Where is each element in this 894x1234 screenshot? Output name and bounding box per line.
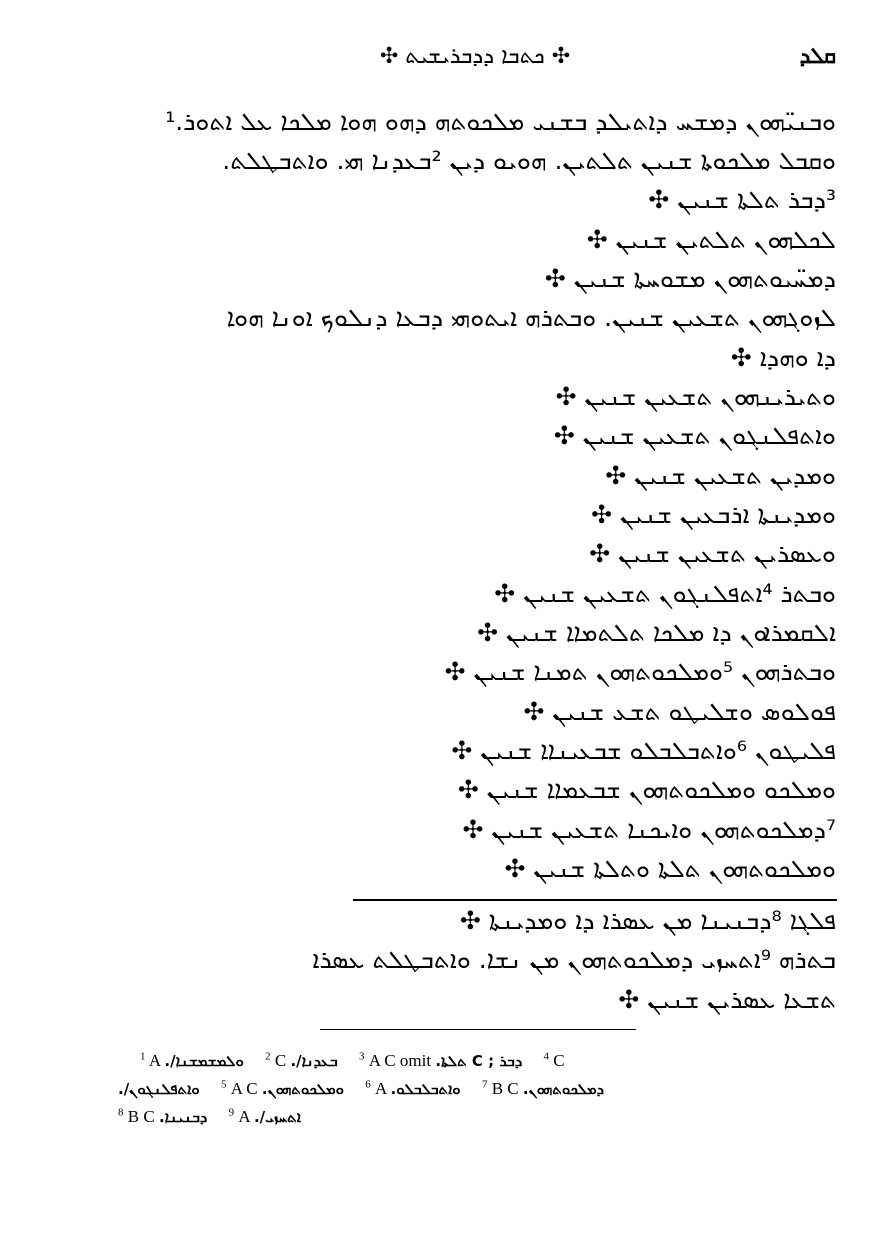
text-line: ܘܡܠܟܘ ܘܡܠܟܘܬܗܘܢ ܫܒܥܡܐܐ ܫܢܝܢ ✣	[457, 775, 836, 804]
page-number: ܩܠܕ	[799, 44, 836, 69]
text-line: ܦܠܓܐ ⁸ܕܒܢܝܢܐ ܡܢ ܥܣܪܐ ܕܐ ܘܡܕܝܢܬܐ ✣	[459, 906, 836, 935]
text-line: ܘܐܬܦܠܢܓܘܢ ܬܫܥܝܢ ܫܢܝܢ ✣	[553, 421, 836, 450]
text-line: ܘܒܬܪ ⁴ܐܬܦܠܢܓܘܢ ܬܫܥܝܢ ܫܢܝܢ ✣	[494, 579, 836, 608]
footnote-rule	[320, 1029, 636, 1030]
footnote-7: $^7$ B C ܕܡܠܟܘܬܗܘܢ.	[481, 1078, 605, 1098]
text-line: ܘܡܠܟܘܬܗܘܢ ܬܠܬܐ ܘܬܠܬܐ ܫܢܝܢ ✣	[504, 854, 836, 883]
text-line: ³ܕܒܪ ܬܠܬܐ ܫܢܝܢ ✣	[648, 185, 836, 214]
text-line: ܘܡܕܝܢܬܐ ܐܪܒܥܝܢ ܫܢܝܢ ✣	[591, 500, 836, 529]
text-line: ܐܠܩܡܪܐܘܢ ܕܐ ܡܠܟܐ ܬܠܬܡܐܐ ܫܢܝܢ ✣	[477, 618, 836, 647]
text-line: ܘܩܒܠ ܡܠܟܘܬܐ ܫܢܝܢ ܬܠܬܝܢ. ܗܘܝܘ ܕܝܢ ²ܒܥܕܢܐ ܗܝ. ܘܐܬܒܛܠܬ.	[222, 146, 836, 175]
footnote-2: $^2$ C ܒܥܕܢܐ/.	[265, 1050, 338, 1070]
text-line: ܘܡܕܝܢ ܬܫܥܝܢ ܫܢܝܢ ✣	[605, 461, 836, 490]
footnote-4: $^4$ C	[543, 1050, 565, 1070]
footnote-3: $^3$ A C omit ܕܒܪ ; C ܬܠܬܐ.	[358, 1050, 523, 1070]
text-line: ܬܫܥܐ ܥܣܪܝܢ ܫܢܝܢ ✣	[618, 985, 836, 1014]
text-line: ܠܟܠܗܘܢ ܬܠܬܝܢ ܫܢܝܢ ✣	[586, 225, 836, 254]
footnote-9: $^9$ A ܐܬܚܙܝ/.	[228, 1106, 301, 1126]
text-line: ܕܡܚ̈ܝܘܬܗܘܢ ܡܫܘܚܬܐ ܫܢܝܢ ✣	[544, 264, 836, 293]
text-line: ܒܬܪܗ ⁹ܐܬܚܙܝ ܕܡܠܟܘܬܗܘܢ ܡܢ ܢܫܐ. ܘܐܬܒܛܠܬ ܥܣܪܐ	[312, 945, 836, 974]
running-title: ✣ ܟܬܒܐ ܕܕܒܪܝܫܝܬ ✣	[379, 44, 571, 69]
text-line: ܘܬܝܪܝܢܗܘܢ ܬܫܥܝܢ ܫܢܝܢ ✣	[555, 382, 836, 411]
footnote-5: $^5$ A C ܘܡܠܟܘܬܗܘܢ.	[220, 1078, 345, 1098]
text-line: ܦܘܠܘܣ ܘܫܠܝܛܘ ܬܫܥ ܫܢܝܢ ✣	[523, 697, 836, 726]
text-line: ܕܐ ܘܗܕܐ ✣	[730, 343, 836, 372]
footnote-line	[140, 1044, 565, 1073]
text-line: ܘܒܬܪܗܘܢ ⁵ܘܡܠܟܘܬܗܘܢ ܬܡܢܐ ܫܢܝܢ ✣	[444, 657, 836, 686]
text-line: ⁷ܕܡܠܟܘܬܗܘܢ ܘܐܝܟܢܐ ܬܫܥܝܢ ܫܢܝܢ ✣	[462, 815, 836, 844]
footnote-4-cont: ܘܐܬܦܠܢܓܘܢ/.	[118, 1079, 200, 1098]
section-rule	[353, 899, 837, 901]
footnote-6: $^6$ A ܘܐܬܒܠܒܠܘ.	[365, 1078, 461, 1098]
footnote-line	[118, 1100, 301, 1129]
text-line: ܘܥܣܪܝܢ ܬܫܥܝܢ ܫܢܝܢ ✣	[589, 539, 836, 568]
text-line: ܦܠܝܛܘܢ ⁶ܘܐܬܒܠܒܠܘ ܫܒܥܝܢܐܐ ܫܢܝܢ ✣	[451, 736, 836, 765]
text-line: ܠܙܘܓܗܘܢ ܬܫܥܝܢ ܫܢܝܢ. ܘܒܬܪܗ ܐܝܬܘܗܝ ܕܒܥܐ ܕܢܠܘܟ ܐܘܢܐ ܗܘܐ	[226, 303, 836, 332]
footnote-1: $^1$ A ܘܠܡܫܡܫܢܐ/.	[140, 1050, 244, 1070]
footnote-8: $^8$ B C ܕܒܢܝܢܐ.	[118, 1106, 208, 1126]
footnote-line	[118, 1072, 604, 1101]
text-line: ܘܒܢܝ̈ܗܘܢ ܕܡܫܚ ܕܐܬܝܠܕ ܒܫܢܝ ܡܠܟܘܬܗ ܕܗܘ ܗܘܐ ܡܠܟܐ ܥܠ ܐܬܘܪ.¹	[165, 107, 836, 136]
